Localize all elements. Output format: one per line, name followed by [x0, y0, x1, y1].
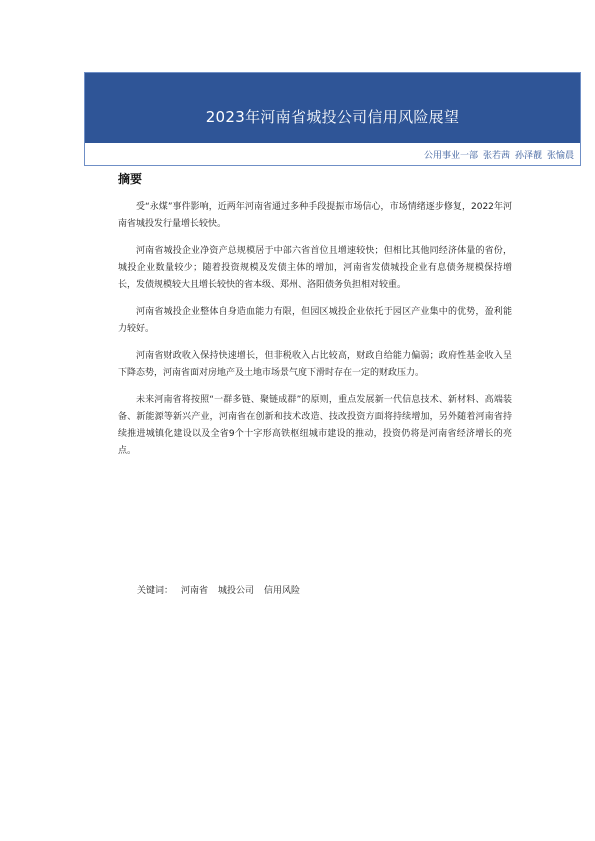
abstract-paragraph: 河南省城投企业净资产总规模居于中部六省首位且增速较快；但相比其他同经济体量的省份，城投企业数量较少；随着投资规模及发债主体的增加，河南省发债城投企业有息债务规模保持增长，发债规模较大且增长较快的省本级、郑州、洛阳债务负担相对较重。	[118, 246, 512, 290]
keywords-line	[137, 583, 302, 596]
abstract-heading: 摘要	[118, 172, 143, 186]
abstract-paragraph: 未来河南省将按照“一群多链、聚链成群”的原则，重点发展新一代信息技术、新材料、高端装备、新能源等新兴产业，河南省在创新和技术改造、技改投资方面将持续增加，另外随着河南省持续推进城镇化建设以及全省9个十字形高铁枢纽城市建设的推动，投资仍将是河南省经济增长的亮点。	[118, 395, 512, 456]
title-band	[85, 73, 580, 143]
keywords-label: 关键词：	[137, 586, 174, 596]
author-name: 张愉晨	[546, 150, 574, 161]
report-header	[84, 72, 581, 166]
abstract-paragraph: 河南省城投企业整体自身造血能力有限，但园区城投企业依托于园区产业集中的优势，盈利能力较好。	[118, 307, 512, 334]
author-name: 张若茜	[482, 150, 510, 161]
keyword: 信用风险	[264, 586, 301, 596]
department-label: 公用事业一部	[423, 150, 478, 161]
author-line	[85, 143, 580, 165]
keyword: 城投公司	[218, 586, 255, 596]
report-title: 2023年河南省城投公司信用风险展望	[205, 107, 460, 126]
keyword: 河南省	[181, 586, 209, 596]
abstract-paragraph: 受“永煤”事件影响，近两年河南省通过多种手段提振市场信心，市场情绪逐步修复，2022年河南省城投发行量增长较快。	[118, 202, 512, 229]
abstract-body	[118, 199, 512, 470]
author-name: 孙泽靓	[514, 150, 542, 161]
abstract-paragraph: 河南省财政收入保持快速增长，但非税收入占比较高，财政自给能力偏弱；政府性基金收入呈下降态势，河南省面对房地产及土地市场景气度下滑时存在一定的财政压力。	[118, 351, 512, 378]
